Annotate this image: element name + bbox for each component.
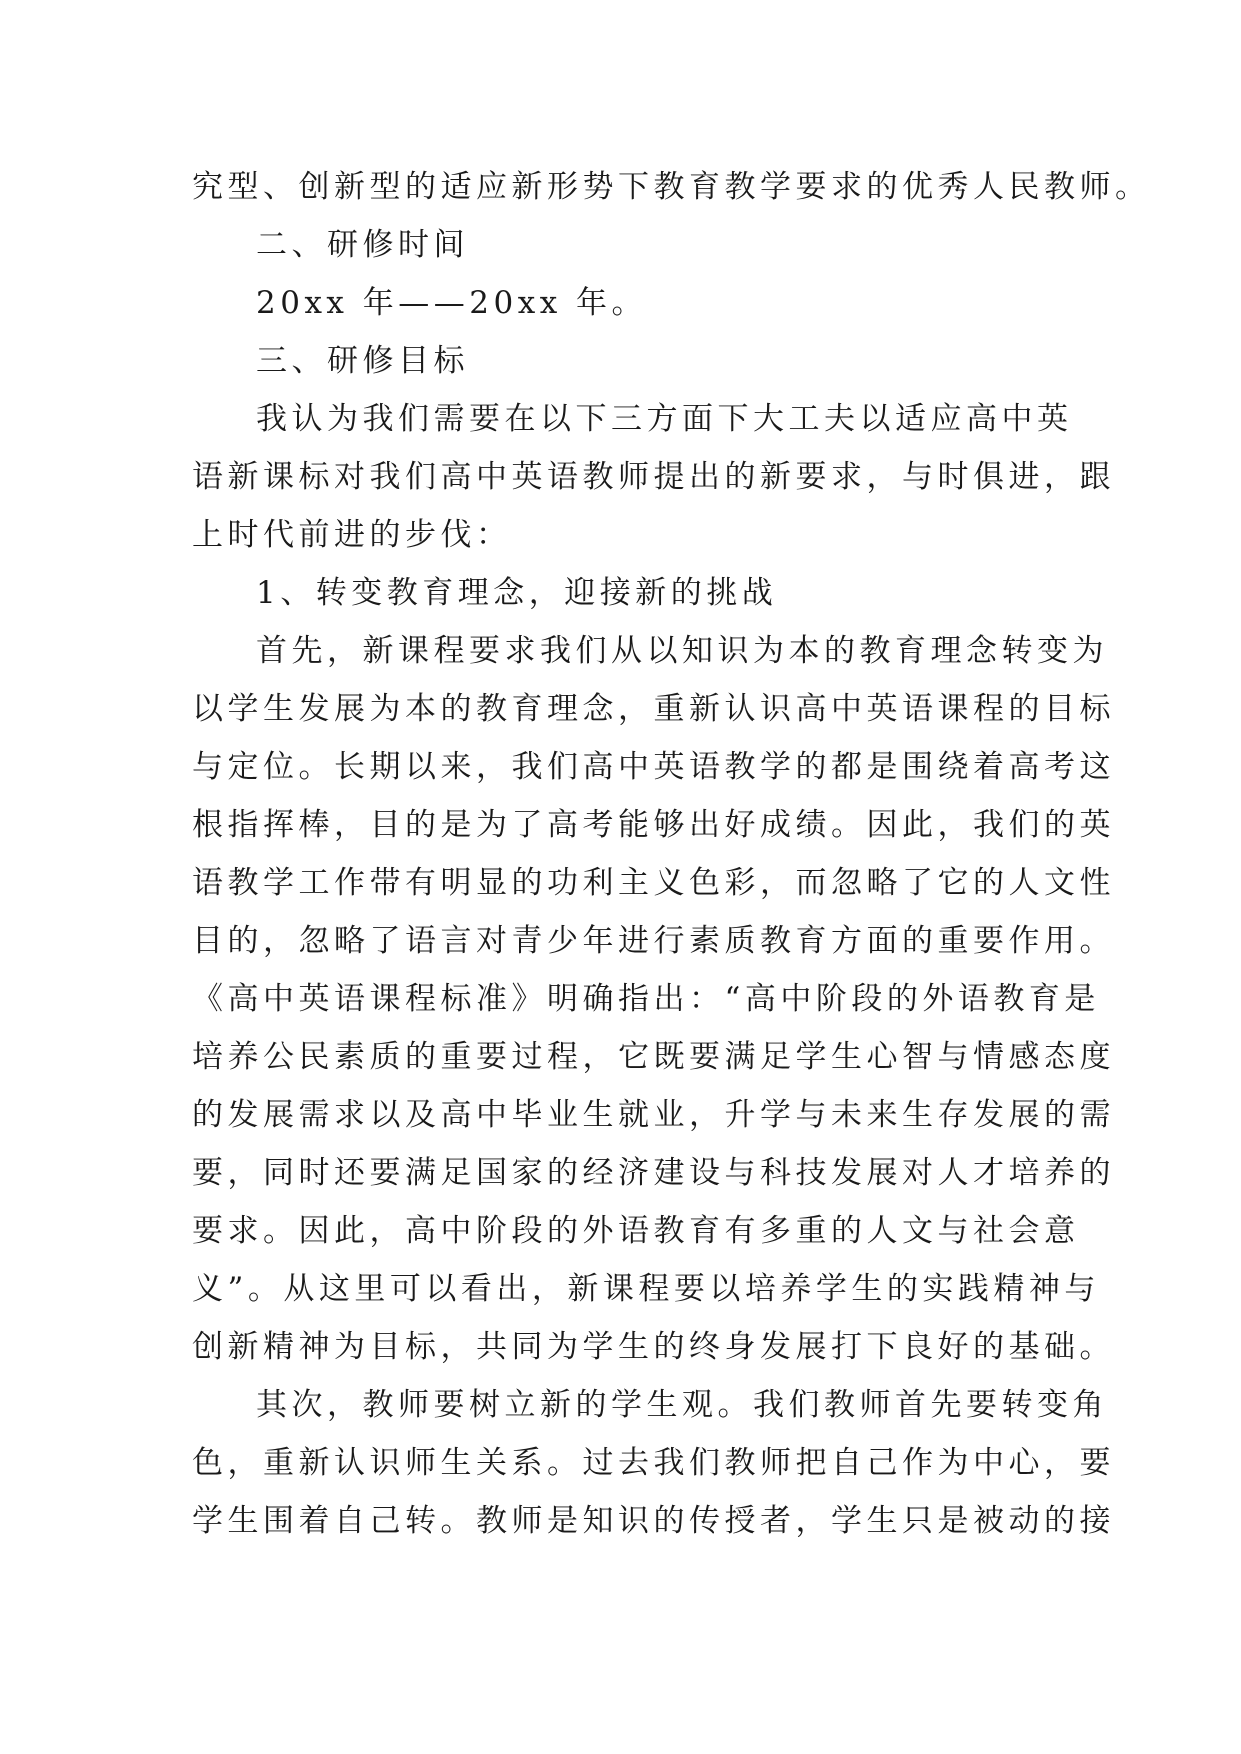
text-line: 以学生发展为本的教育理念，重新认识高中英语课程的目标	[192, 691, 1115, 727]
text-line: 色，重新认识师生关系。过去我们教师把自己作为中心，要	[192, 1445, 1115, 1481]
text-line: 的发展需求以及高中毕业生就业，升学与未来生存发展的需	[192, 1097, 1115, 1133]
text-line: 上时代前进的步伐：	[192, 517, 512, 553]
text-line: 学生围着自己转。教师是知识的传授者，学生只是被动的接	[192, 1503, 1115, 1539]
text-line: 20xx 年——20xx 年。	[256, 285, 648, 321]
text-line: 究型、创新型的适应新形势下教育教学要求的优秀人民教师。	[192, 169, 1151, 205]
text-line: 其次，教师要树立新的学生观。我们教师首先要转变角	[256, 1387, 1108, 1423]
subsection-heading: 1、转变教育理念，迎接新的挑战	[256, 575, 778, 611]
text-line: 义”。从这里可以看出，新课程要以培养学生的实践精神与	[192, 1271, 1100, 1307]
text-line: 与定位。长期以来，我们高中英语教学的都是围绕着高考这	[192, 749, 1115, 785]
section-heading: 二、研修时间	[256, 227, 469, 263]
section-heading: 三、研修目标	[256, 343, 469, 379]
text-line: 根指挥棒，目的是为了高考能够出好成绩。因此，我们的英	[192, 807, 1115, 843]
text-line: 首先，新课程要求我们从以知识为本的教育理念转变为	[256, 633, 1108, 669]
text-line: 《高中英语课程标准》明确指出：“高中阶段的外语教育是	[192, 981, 1100, 1017]
text-line: 我认为我们需要在以下三方面下大工夫以适应高中英	[256, 401, 1073, 437]
text-line: 要求。因此，高中阶段的外语教育有多重的人文与社会意	[192, 1213, 1080, 1249]
text-line: 创新精神为目标，共同为学生的终身发展打下良好的基础。	[192, 1329, 1115, 1365]
text-line: 目的，忽略了语言对青少年进行素质教育方面的重要作用。	[192, 923, 1115, 959]
text-line: 培养公民素质的重要过程，它既要满足学生心智与情感态度	[192, 1039, 1115, 1075]
text-line: 语新课标对我们高中英语教师提出的新要求，与时俱进，跟	[192, 459, 1115, 495]
text-line: 语教学工作带有明显的功利主义色彩，而忽略了它的人文性	[192, 865, 1115, 901]
text-line: 要，同时还要满足国家的经济建设与科技发展对人才培养的	[192, 1155, 1115, 1191]
